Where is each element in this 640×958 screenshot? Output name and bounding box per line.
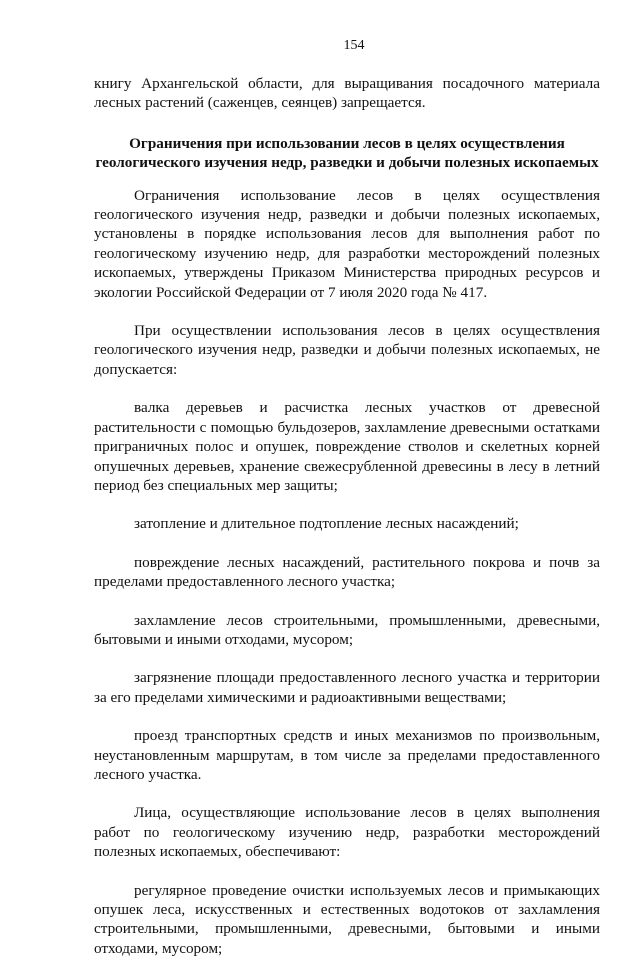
list-item-flooding: затопление и длительное подтопление лесных насаждений; [134,515,519,533]
section-heading-line-1: Ограничения при использовании лесов в целях осуществления [129,134,565,152]
paragraph-not-allowed-intro: При осуществлении использования лесов в целях осуществления геологического изучения недр, разведки и добычи полезных ископаемых, не допускается: [94,322,600,378]
list-item-pollution: загрязнение площади предоставленного лесного участка и территории за его пределами химическими и радиоактивными веществами; [94,669,600,706]
paragraph-obligations-intro: Лица, осуществляющие использование лесов в целях выполнения работ по геологическому изучению недр, разработки месторождений полезных ископаемых, обеспечивают: [94,804,600,861]
list-item-felling: валка деревьев и расчистка лесных участков от древесной растительности с помощью бульдозеров, захламление древесными остатками приграничных полос и опушек, повреждение стволов и скелетных корней опушечных деревьев, хранение свежесрубленной древесины в лесу в летний период без специальных мер защиты; [94,399,600,494]
list-item-cleaning: регулярное проведение очистки используемых лесов и примыкающих опушек леса, искусственных и естественных водотоков от захламления строительными, промышленными, древесными, бытовыми и иными отходами, мусором; [94,881,600,957]
page-number: 154 [343,38,365,53]
list-item-vehicle-passage: проезд транспортных средств и иных механизмов по произвольным, неустановленным маршрутам, в том числе за пределами предоставленного лесного участка. [94,727,600,783]
list-item-damage: повреждение лесных насаждений, растительного покрова и почв за пределами предоставленного лесного участка; [94,553,600,591]
list-item-littering: захламление лесов строительными, промышленными, древесными, бытовыми и иными отходами, мусором; [94,611,600,648]
section-heading-line-2: геологического изучения недр, разведки и добычи полезных ископаемых [95,154,599,172]
paragraph-continuation: книгу Архангельской области, для выращивания посадочного материала лесных растений (саженцев, сеянцев) запрещается. [94,75,600,112]
section-heading [94,134,600,173]
paragraph-restrictions-basis: Ограничения использование лесов в целях осуществления геологического изучения недр, разведки и добычи полезных ископаемых, установлены в порядке использования лесов для выполнения работ по геологическому изучению недр, для разработки месторождений полезных ископаемых, утверждены Приказом Министерства природных ресурсов и экологии Российской Федерации от 7 июля 2020 года № 417. [94,186,600,301]
